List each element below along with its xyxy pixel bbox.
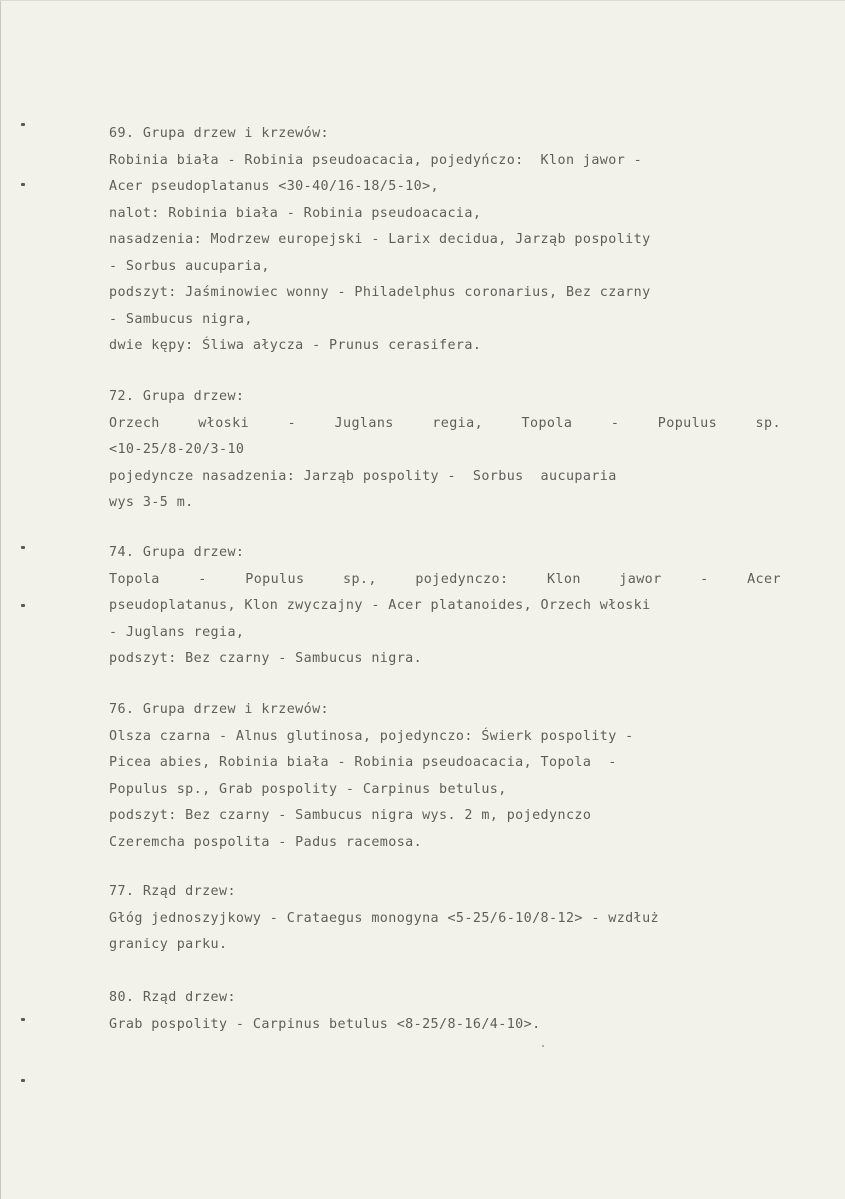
text-line: Głóg jednoszyjkowy - Crataegus monogyna <5-25/6-10/8-12> - wzdłuż (109, 910, 660, 926)
speck (542, 1045, 544, 1047)
word: Klon (546, 571, 581, 587)
text-line: Populus sp., Grab pospolity - Carpinus betulus, (109, 781, 507, 797)
word: Populus (245, 571, 305, 587)
section-74 (109, 540, 789, 673)
text-line: <10-25/8-20/3-10 (109, 442, 245, 457)
section-heading: 76. Grupa drzew i krzewów: (109, 702, 330, 717)
text-line: - Sambucus nigra, (109, 311, 253, 327)
word: sp., (342, 571, 377, 587)
text-line: nalot: Robinia biała - Robinia pseudoacacia, (109, 205, 482, 221)
text-line: podszyt: Bez czarny - Sambucus nigra wys. 2 m, pojedynczo (109, 808, 592, 823)
justified-line (109, 411, 781, 438)
section-72 (109, 384, 789, 517)
section-69 (109, 121, 789, 360)
word: regia, (432, 415, 484, 431)
word: Topola (109, 571, 160, 587)
word: - (198, 571, 207, 587)
section-heading: 77. Rząd drzew: (109, 884, 236, 899)
text-line: nasadzenia: Modrzew europejski - Larix decidua, Jarząb pospolity (109, 232, 651, 247)
margin-mark (21, 1079, 25, 1082)
text-line: Acer pseudoplatanus <30-40/16-18/5-10>, (109, 179, 440, 194)
word: Acer (747, 571, 781, 587)
section-heading: 80. Rząd drzew: (109, 990, 236, 1005)
text-line: pseudoplatanus, Klon zwyczajny - Acer platanoides, Orzech włoski (109, 598, 651, 613)
text-line: podszyt: Jaśminowiec wonny - Philadelphus coronarius, Bez czarny (109, 285, 651, 300)
text-line: podszyt: Bez czarny - Sambucus nigra. (109, 651, 423, 666)
word: Topola (521, 415, 573, 431)
text-line: Olsza czarna - Alnus glutinosa, pojedynczo: Świerk pospolity - (109, 728, 634, 744)
word: Juglans (334, 415, 394, 431)
text-line: - Juglans regia, (109, 624, 245, 640)
section-80 (109, 985, 789, 1038)
justified-line (109, 567, 781, 594)
margin-mark (21, 123, 25, 126)
text-line: wys 3-5 m. (109, 495, 194, 510)
section-heading: 72. Grupa drzew: (109, 389, 245, 404)
word: - (700, 571, 709, 587)
text-line: Czeremcha pospolita - Padus racemosa. (109, 834, 423, 850)
word: Orzech (109, 415, 160, 431)
section-76 (109, 697, 789, 856)
word: jawor (619, 571, 662, 587)
section-heading: 69. Grupa drzew i krzewów: (109, 126, 330, 141)
word: sp. (755, 415, 781, 431)
section-77 (109, 879, 789, 959)
margin-mark (21, 604, 25, 607)
text-line: Grab pospolity - Carpinus betulus <8-25/8-16/4-10>. (109, 1016, 541, 1032)
text-line: Picea abies, Robinia biała - Robinia pseudoacacia, Topola - (109, 755, 617, 770)
text-line: - Sorbus aucuparia, (109, 258, 270, 274)
text-line: granicy parku. (109, 937, 228, 952)
margin-mark (21, 183, 25, 186)
margin-mark (21, 1018, 25, 1021)
section-heading: 74. Grupa drzew: (109, 545, 245, 560)
word: - (287, 415, 297, 431)
margin-mark (21, 546, 25, 549)
word: pojedynczo: (415, 571, 509, 587)
text-line: Robinia biała - Robinia pseudoacacia, pojedyńczo: Klon jawor - (109, 152, 643, 168)
text-line: dwie kępy: Śliwa ałycza - Prunus cerasifera. (109, 338, 482, 353)
text-line: pojedyncze nasadzenia: Jarząb pospolity - Sorbus aucuparia (109, 468, 617, 484)
word: - (610, 415, 620, 431)
word: Populus (657, 415, 718, 431)
word: włoski (198, 415, 250, 431)
